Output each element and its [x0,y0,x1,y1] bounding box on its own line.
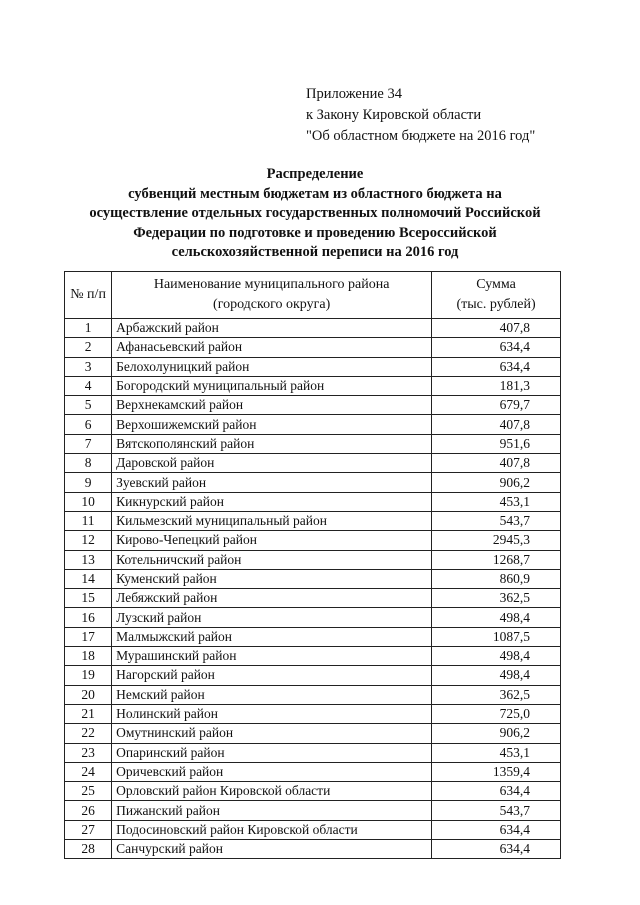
row-number-cell: 10 [65,492,112,511]
amount-cell: 634,4 [432,840,561,859]
table-row [65,724,561,743]
amount-cell: 1268,7 [432,550,561,569]
district-name-cell: Малмыжский район [112,627,432,646]
amount-cell: 498,4 [432,666,561,685]
amount-cell: 634,4 [432,820,561,839]
heading-line-3: осуществление отдельных государственных полномочий Российской [89,205,541,221]
column-header-sum [432,272,561,319]
table-row [65,782,561,801]
table-row [65,666,561,685]
table-row [65,550,561,569]
table-row [65,415,561,434]
district-name-cell: Подосиновский район Кировской области [112,820,432,839]
row-number-cell: 13 [65,550,112,569]
amount-cell: 1087,5 [432,627,561,646]
column-header-name [112,272,432,319]
district-name-cell: Кирово-Чепецкий район [112,531,432,550]
district-name-cell: Верхошижемский район [112,415,432,434]
district-name-cell: Оричевский район [112,762,432,781]
district-name-cell: Зуевский район [112,473,432,492]
heading-line-4: Федерации по подготовке и проведению Всероссийской [133,224,497,241]
table-row [65,762,561,781]
row-number-cell: 18 [65,647,112,666]
table-row [65,473,561,492]
row-number-cell: 11 [65,511,112,530]
row-number-cell: 2 [65,338,112,357]
table-body [65,319,561,859]
document-heading [50,165,580,263]
amount-cell: 679,7 [432,396,561,415]
amount-cell: 362,5 [432,589,561,608]
row-number-cell: 1 [65,319,112,338]
district-name-cell: Санчурский район [112,840,432,859]
district-name-cell: Куменский район [112,569,432,588]
district-name-cell: Богородский муниципальный район [112,376,432,395]
district-name-cell: Нолинский район [112,704,432,723]
appendix-law-reference: к Закону Кировской области [306,107,482,123]
row-number-cell: 5 [65,396,112,415]
table-row [65,801,561,820]
row-number-cell: 24 [65,762,112,781]
district-name-cell: Лузский район [112,608,432,627]
district-name-cell: Омутнинский район [112,724,432,743]
amount-cell: 362,5 [432,685,561,704]
row-number-cell: 22 [65,724,112,743]
column-header-name-line-2: (городского округа) [213,297,331,312]
table-row [65,704,561,723]
column-header-sum-line-2: (тыс. рублей) [456,297,536,312]
table-row [65,608,561,627]
column-header-name-line-1: Наименование муниципального района [153,277,390,292]
amount-cell: 2945,3 [432,531,561,550]
amount-cell: 906,2 [432,473,561,492]
row-number-cell: 16 [65,608,112,627]
amount-cell: 498,4 [432,647,561,666]
row-number-cell: 9 [65,473,112,492]
district-name-cell: Арбажский район [112,319,432,338]
row-number-cell: 4 [65,376,112,395]
amount-cell: 634,4 [432,782,561,801]
district-name-cell: Лебяжский район [112,589,432,608]
appendix-block [306,84,606,147]
amount-cell: 951,6 [432,434,561,453]
table-row [65,589,561,608]
amount-cell: 860,9 [432,569,561,588]
table-row [65,454,561,473]
table-row [65,820,561,839]
amount-cell: 543,7 [432,511,561,530]
table-row [65,376,561,395]
table-row [65,685,561,704]
district-name-cell: Афанасьевский район [112,338,432,357]
table-row [65,492,561,511]
table-header-row [65,272,561,319]
district-name-cell: Даровской район [112,454,432,473]
row-number-cell: 6 [65,415,112,434]
table-row [65,319,561,338]
column-header-sum-line-1: Сумма [476,277,516,292]
row-number-cell: 26 [65,801,112,820]
table-row [65,531,561,550]
row-number-cell: 12 [65,531,112,550]
district-name-cell: Орловский район Кировской области [112,782,432,801]
appendix-number: Приложение 34 [306,86,402,102]
amount-cell: 407,8 [432,415,561,434]
district-name-cell: Пижанский район [112,801,432,820]
row-number-cell: 7 [65,434,112,453]
row-number-cell: 14 [65,569,112,588]
amount-cell: 1359,4 [432,762,561,781]
amount-cell: 634,4 [432,357,561,376]
table-row [65,357,561,376]
district-name-cell: Опаринский район [112,743,432,762]
table-row [65,743,561,762]
table-row [65,396,561,415]
row-number-cell: 20 [65,685,112,704]
district-name-cell: Верхнекамский район [112,396,432,415]
amount-cell: 543,7 [432,801,561,820]
row-number-cell: 23 [65,743,112,762]
heading-line-5: сельскохозяйственной переписи на 2016 год [171,244,459,260]
row-number-cell: 19 [65,666,112,685]
subvention-table [64,271,561,859]
table-row [65,338,561,357]
row-number-cell: 27 [65,820,112,839]
appendix-law-title: "Об областном бюджете на 2016 год" [306,128,536,144]
amount-cell: 453,1 [432,492,561,511]
amount-cell: 906,2 [432,724,561,743]
district-name-cell: Кикнурский район [112,492,432,511]
district-name-cell: Немский район [112,685,432,704]
table-row [65,627,561,646]
amount-cell: 407,8 [432,319,561,338]
amount-cell: 181,3 [432,376,561,395]
table-row [65,647,561,666]
district-name-cell: Вятскополянский район [112,434,432,453]
row-number-cell: 15 [65,589,112,608]
row-number-cell: 3 [65,357,112,376]
table-row [65,569,561,588]
row-number-cell: 21 [65,704,112,723]
column-header-number: № п/п [65,272,112,319]
amount-cell: 407,8 [432,454,561,473]
district-name-cell: Кильмезский муниципальный район [112,511,432,530]
amount-cell: 725,0 [432,704,561,723]
row-number-cell: 25 [65,782,112,801]
heading-line-1: Распределение [266,166,364,182]
table-row [65,840,561,859]
amount-cell: 634,4 [432,338,561,357]
district-name-cell: Белохолуницкий район [112,357,432,376]
amount-cell: 453,1 [432,743,561,762]
district-name-cell: Мурашинский район [112,647,432,666]
row-number-cell: 28 [65,840,112,859]
district-name-cell: Котельничский район [112,550,432,569]
row-number-cell: 8 [65,454,112,473]
row-number-cell: 17 [65,627,112,646]
district-name-cell: Нагорский район [112,666,432,685]
heading-line-2: субвенций местным бюджетам из областного бюджета на [128,185,502,202]
amount-cell: 498,4 [432,608,561,627]
table-row [65,434,561,453]
table-row [65,511,561,530]
